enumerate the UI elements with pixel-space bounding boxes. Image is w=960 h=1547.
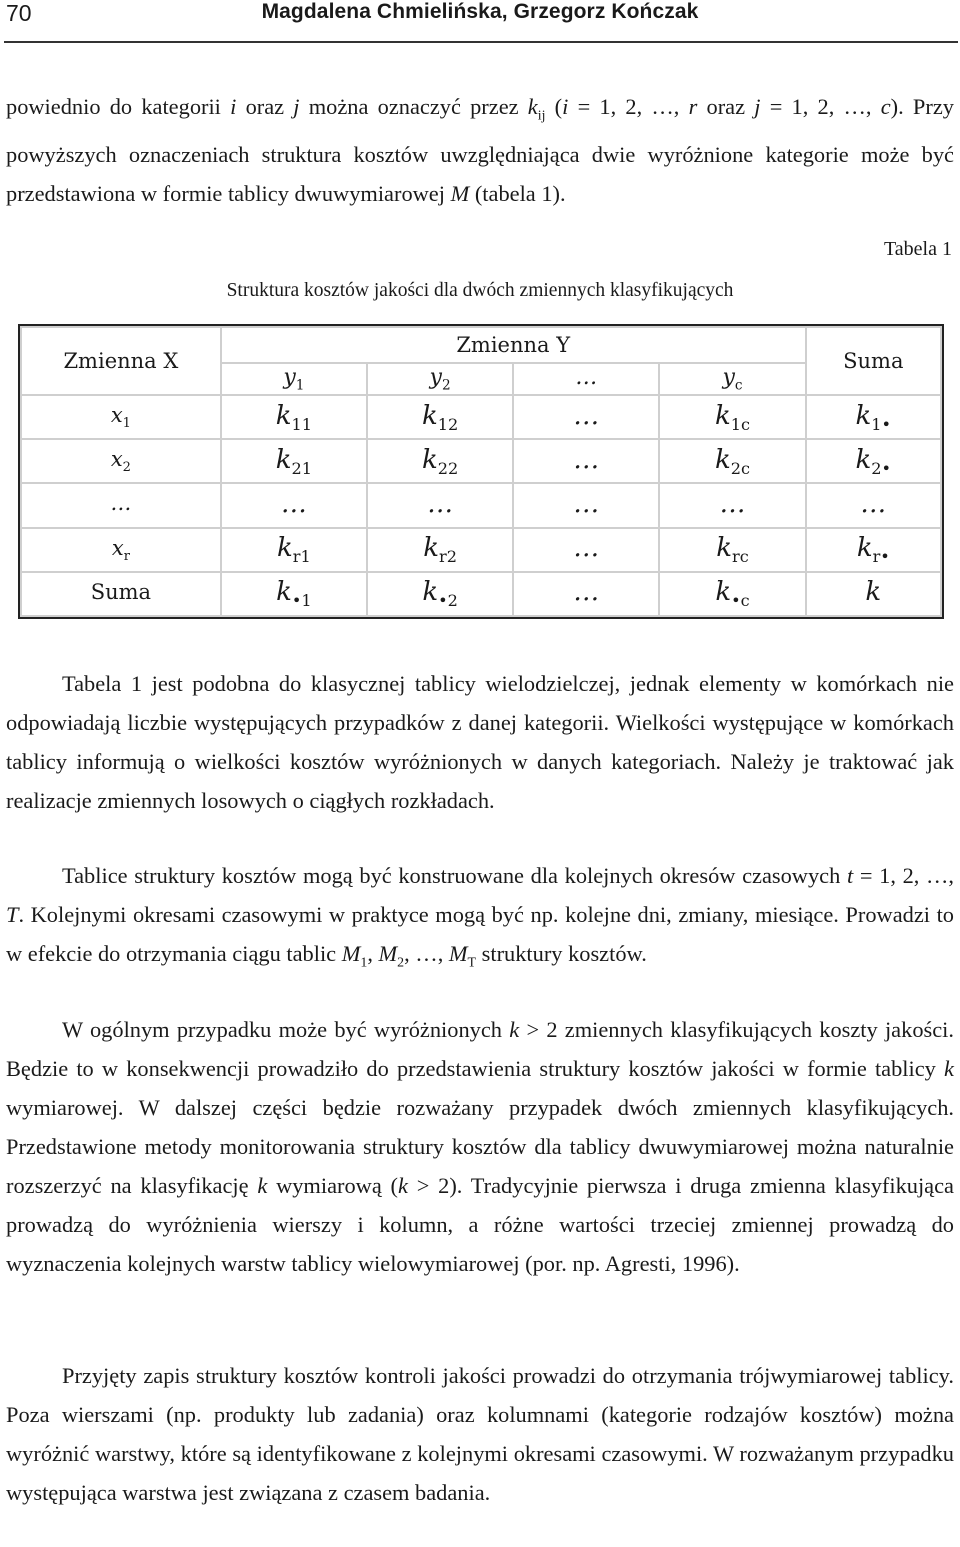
- table-cell: …: [513, 439, 659, 483]
- column-header-3: …: [513, 363, 659, 395]
- table-row: [21, 439, 941, 483]
- row-label: Suma: [21, 572, 221, 616]
- row-label: …: [21, 483, 221, 527]
- group-header-zmienna-y: Zmienna Y: [221, 327, 806, 363]
- table-cell: $k_{1c}$: [659, 395, 805, 439]
- paragraph-1: Tabela 1 jest podobna do klasycznej tablicy wielodzielczej, jednak elementy w komórkach nie odpowiadają liczbie występujących przypadków z danej kategorii. Wielkości występujące w komórkach tablicy informują o wielkości kosztów wyróżnionych w danych kategoriach. Należy je traktować jak realizacje zmiennych losowych o ciągłych rozkładach.: [6, 671, 954, 813]
- sum-column-header: Suma: [806, 327, 941, 395]
- table-cell: …: [513, 572, 659, 616]
- table-cell: $k_{1•}$: [806, 395, 941, 439]
- table-number: Tabela 1: [883, 238, 952, 260]
- table-cell: $k_{r2}$: [367, 528, 513, 572]
- table-cell: $k_{2c}$: [659, 439, 805, 483]
- table-cell: k: [806, 572, 941, 616]
- table-row: [21, 395, 941, 439]
- table-cell: $k_{•2}$: [367, 572, 513, 616]
- table-row: [21, 483, 941, 527]
- table-row: [21, 572, 941, 616]
- corner-cell: Zmienna X: [21, 327, 221, 395]
- table-cell: …: [659, 483, 805, 527]
- table-cell: …: [806, 483, 941, 527]
- intro-paragraph: powiednio do kategorii i oraz j można oznaczyć przez $k_{ij}$ (i = 1, 2, …, r oraz j = 1, 2, …, c). Przy powyższych oznaczeniach struktura kosztów uwzględniająca dwie wyróżnione kategorie może być przedstawiona w formie tablicy dwuwymiarowej M (tabela 1).: [6, 94, 954, 207]
- table-cell: …: [513, 483, 659, 527]
- paragraph-4: Przyjęty zapis struktury kosztów kontroli jakości prowadzi do otrzymania trójwymiarowej tablicy. Poza wierszami (np. produkty lub zadania) oraz kolumnami (kategorie rodzajów kosztów) można wyróżnić warstwy, które są identyfikowane z kolejnymi okresami czasowymi. W rozważanym przypadku występująca warstwa jest związana z czasem badania.: [6, 1363, 954, 1505]
- table-cell: $k_{r1}$: [221, 528, 367, 572]
- table-cell: $k_{12}$: [367, 395, 513, 439]
- table-cell: $k_{•c}$: [659, 572, 805, 616]
- row-label: $x_1$: [21, 395, 221, 439]
- table-row: [21, 528, 941, 572]
- table-title: Struktura kosztów jakości dla dwóch zmiennych klasyfikujących: [226, 280, 734, 301]
- table-cell: $k_{•1}$: [221, 572, 367, 616]
- table-cell: $k_{11}$: [221, 395, 367, 439]
- table-cell: …: [367, 483, 513, 527]
- page-header: [0, 0, 960, 30]
- table-cell: $k_{22}$: [367, 439, 513, 483]
- table-cell: …: [513, 528, 659, 572]
- paragraph-3: W ogólnym przypadku może być wyróżnionych k > 2 zmiennych klasyfikujących koszty jakości. Będzie to w konsekwencji prowadziło do przedstawienia struktury kosztów jakości w formie tablicy k wymiarowej. W dalszej części będzie rozważany przypadek dwóch zmiennych klasyfikujących. Przedstawione metody monitorowania struktury kosztów dla tablicy dwuwymiarowej można naturalnie rozszerzyć na klasyfikację k wymiarową (k > 2). Tradycyjnie pierwsza i druga zmienna klasyfikująca prowadzą do wyróżnienia wierszy i kolumn, a różne wartości trzeciej zmiennej prowadzą do wyznaczenia kolejnych warstw tablicy wielowymiarowej (por. np. Agresti, 1996).: [6, 1017, 954, 1276]
- header-rule: [4, 41, 958, 43]
- table-cell: $k_{21}$: [221, 439, 367, 483]
- row-label: $x_r$: [21, 528, 221, 572]
- running-head-authors: Magdalena Chmielińska, Grzegorz Kończak: [261, 0, 699, 23]
- table-cell: $k_{r•}$: [806, 528, 941, 572]
- page-number: 70: [6, 0, 32, 26]
- cost-structure-table: [18, 324, 944, 619]
- table-cell: …: [221, 483, 367, 527]
- row-label: $x_2$: [21, 439, 221, 483]
- column-header-2: $y_2$: [367, 363, 513, 395]
- table-cell: $k_{2•}$: [806, 439, 941, 483]
- paragraph-2: Tablice struktury kosztów mogą być konstruowane dla kolejnych okresów czasowych t = 1, 2, …, T. Kolejnymi okresami czasowymi w praktyce mogą być np. kolejne dni, zmiany, miesiące. Prowadzi to w efekcie do otrzymania ciągu tablic $M_1$, $M_2$, …, $M_T$ struktury kosztów.: [6, 863, 955, 971]
- table-cell: …: [513, 395, 659, 439]
- table-cell: $k_{rc}$: [659, 528, 805, 572]
- column-header-4: $y_c$: [659, 363, 805, 395]
- column-header-1: $y_1$: [221, 363, 367, 395]
